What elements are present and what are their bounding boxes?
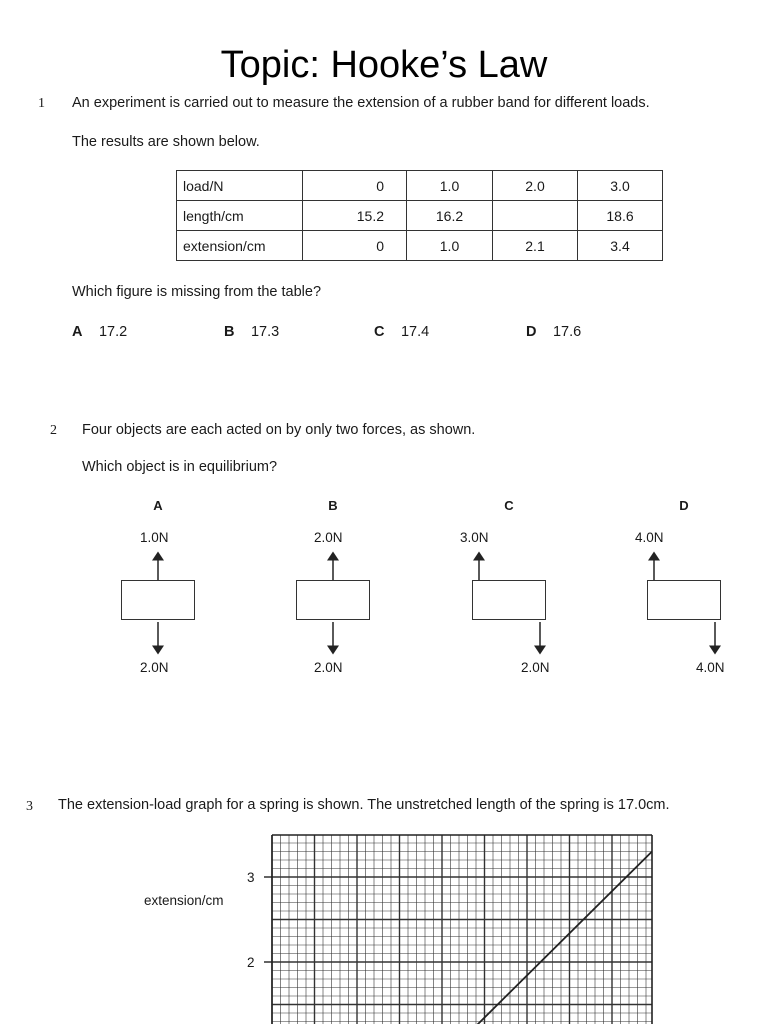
table-cell: 1.0 bbox=[407, 231, 493, 261]
object-d-letter: D bbox=[679, 498, 689, 513]
table-cell: 1.0 bbox=[407, 171, 493, 201]
q1-number: 1 bbox=[38, 96, 45, 111]
object-a-letter: A bbox=[153, 498, 163, 513]
q2-prompt: Four objects are each acted on by only two forces, as shown. bbox=[82, 422, 476, 438]
q2-question: Which object is in equilibrium? bbox=[82, 459, 278, 475]
object-c-down-force: 2.0N bbox=[521, 660, 550, 675]
option-value: 17.2 bbox=[98, 324, 128, 340]
page-title: Topic: Hooke’s Law bbox=[220, 44, 548, 86]
object-b-letter: B bbox=[328, 498, 338, 513]
option-value: 17.3 bbox=[250, 324, 280, 340]
object-c-up-force: 3.0N bbox=[460, 530, 489, 545]
y-tick-label: 2 bbox=[247, 955, 255, 970]
option-letter: C bbox=[374, 324, 385, 340]
option-value: 17.6 bbox=[552, 324, 582, 340]
q2-number: 2 bbox=[50, 423, 57, 438]
option-letter: A bbox=[72, 324, 83, 340]
object-a-up-force: 1.0N bbox=[140, 530, 169, 545]
q1-prompt: An experiment is carried out to measure the extension of a rubber band for different loads. bbox=[72, 95, 650, 111]
option-letter: B bbox=[224, 324, 235, 340]
q1-question: Which figure is missing from the table? bbox=[72, 284, 322, 300]
row-label: load/N bbox=[177, 171, 303, 201]
object-b-down-force: 2.0N bbox=[314, 660, 343, 675]
table-cell: 2.0 bbox=[493, 171, 578, 201]
y-tick-label: 3 bbox=[247, 870, 255, 885]
object-c-letter: C bbox=[504, 498, 514, 513]
object-b-up-force: 2.0N bbox=[314, 530, 343, 545]
q1-intro: The results are shown below. bbox=[72, 134, 260, 150]
object-d-down-force: 4.0N bbox=[696, 660, 725, 675]
table-cell: 15.2 bbox=[303, 201, 407, 231]
option-value: 17.4 bbox=[400, 324, 430, 340]
table-cell: 18.6 bbox=[578, 201, 663, 231]
q3-number: 3 bbox=[26, 799, 33, 814]
row-label: extension/cm bbox=[177, 231, 303, 261]
table-cell: 0 bbox=[303, 231, 407, 261]
object-a-down-force: 2.0N bbox=[140, 660, 169, 675]
table-cell: 0 bbox=[303, 171, 407, 201]
table-cell: 2.1 bbox=[493, 231, 578, 261]
y-axis-label: extension/cm bbox=[144, 893, 224, 908]
table-cell: 16.2 bbox=[407, 201, 493, 231]
table-cell: 3.0 bbox=[578, 171, 663, 201]
row-label: length/cm bbox=[177, 201, 303, 231]
object-d-up-force: 4.0N bbox=[635, 530, 664, 545]
q3-prompt: The extension-load graph for a spring is shown. The unstretched length of the spring is 17.0cm. bbox=[58, 797, 670, 813]
option-letter: D bbox=[526, 324, 537, 340]
table-cell: 3.4 bbox=[578, 231, 663, 261]
